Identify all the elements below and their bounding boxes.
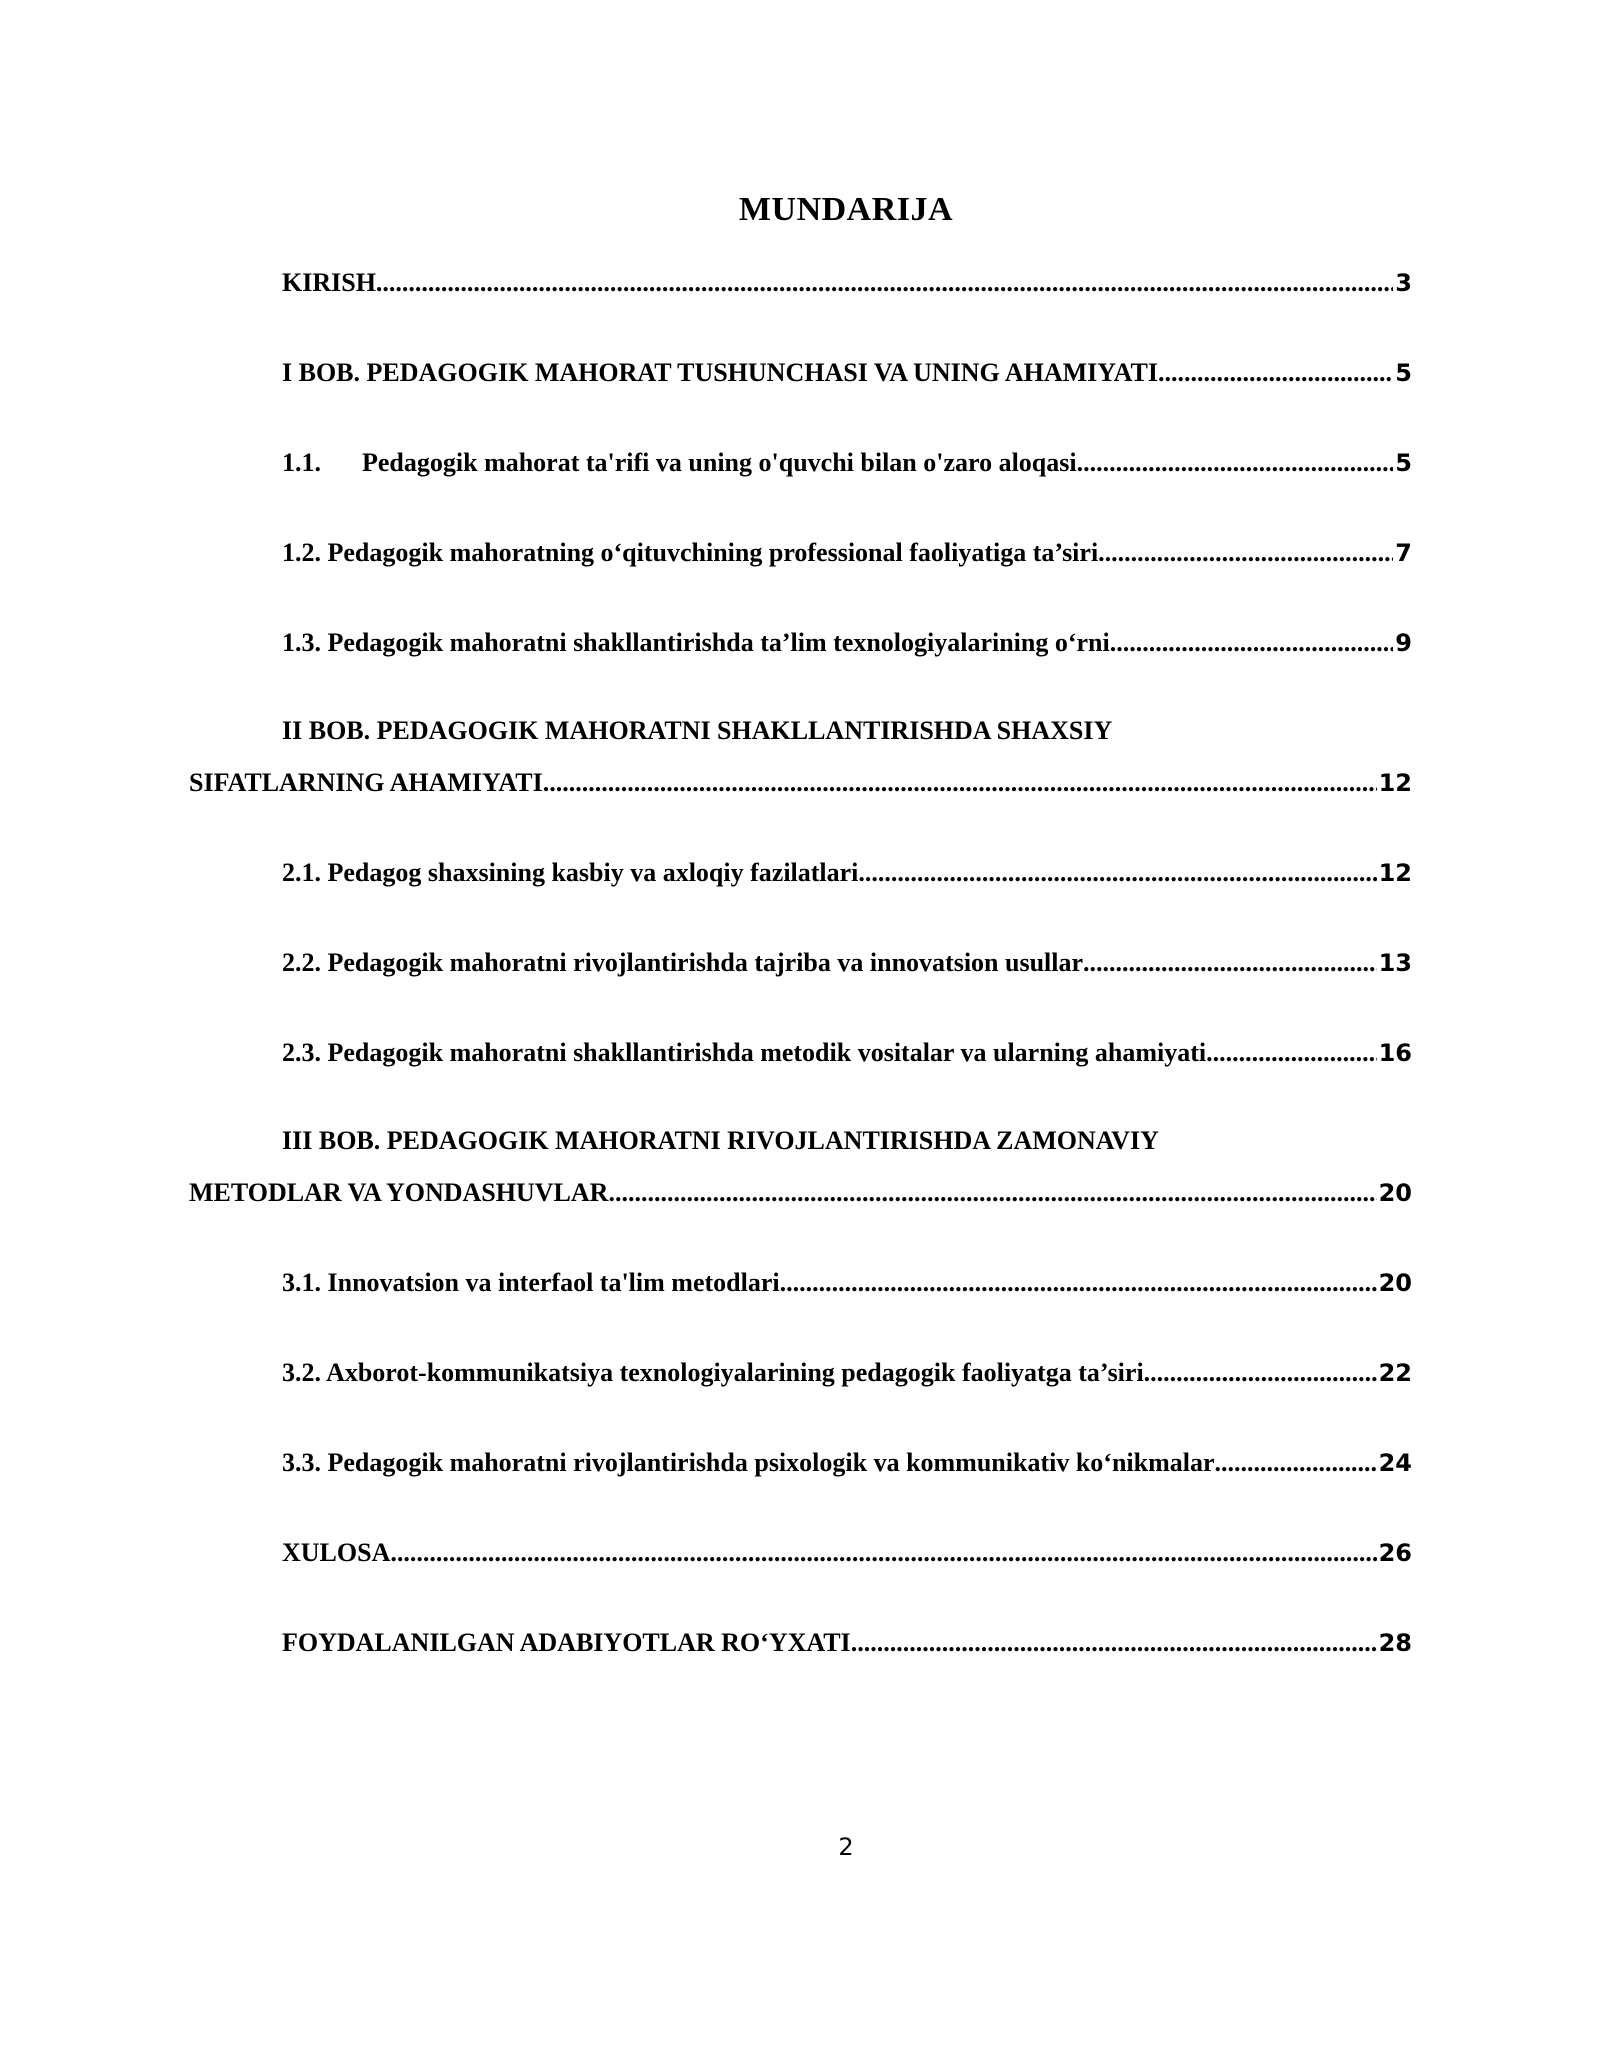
toc-entry-label: 1.2. Pedagogik mahoratning o‘qituvchining professional faoliyatiga ta’siri (282, 538, 1099, 567)
toc-chapter-title-line1: III BOB. PEDAGOGIK MAHORATNI RIVOJLANTIRISHDA ZAMONAVIY (282, 1126, 1159, 1155)
toc-entry-kirish[interactable] (282, 263, 1412, 303)
toc-entry-label: 1.3. Pedagogik mahoratni shakllantirishda ta’lim texnologiyalarining o‘rni (282, 628, 1110, 657)
toc-entry-label: 3.1. Innovatsion va interfaol ta'lim metodlari (282, 1268, 780, 1297)
dot-leader (1098, 533, 1393, 573)
toc-entry-references[interactable] (282, 1623, 1412, 1663)
toc-page-number: 22 (1378, 1359, 1412, 1387)
toc-entry-label: FOYDALANILGAN ADABIYOTLAR RO‘YXATI (282, 1628, 851, 1657)
toc-page-number: 7 (1395, 539, 1412, 567)
toc-entry-label: I BOB. PEDAGOGIK MAHORAT TUSHUNCHASI VA UNING AHAMIYATI (282, 358, 1158, 387)
dot-leader (858, 853, 1376, 893)
toc-chapter-title-line2 (189, 1173, 1412, 1213)
toc-entry-2-1[interactable] (282, 853, 1412, 893)
toc-entry-label: 2.2. Pedagogik mahoratni rivojlantirishda tajriba va innovatsion usullar (282, 948, 1084, 977)
toc-entry-label: METODLAR VA YONDASHUVLAR (189, 1178, 609, 1207)
toc-entry-label: 3.2. Axborot-kommunikatsiya texnologiyalarining pedagogik faoliyatga ta’siri (282, 1358, 1144, 1387)
dot-leader (608, 1173, 1376, 1213)
toc-entry-3-2[interactable] (282, 1353, 1412, 1393)
dot-leader (780, 1263, 1377, 1303)
toc-entry-label: Pedagogik mahorat ta'rifi va uning o'quvchi bilan o'zaro aloqasi (362, 448, 1077, 477)
dot-leader (376, 263, 1393, 303)
toc-section-number: 1.1. (282, 448, 321, 477)
toc-entry-2-2[interactable] (282, 943, 1412, 983)
toc-entry-1-3[interactable] (282, 623, 1412, 663)
toc-entry-3-3[interactable] (282, 1443, 1412, 1483)
toc-entry-chapter-3[interactable] (189, 1121, 1412, 1213)
toc-entry-chapter-1[interactable] (282, 353, 1412, 393)
toc-entry-label: XULOSA (282, 1538, 391, 1567)
dot-leader (1077, 443, 1394, 483)
dot-leader (1215, 1443, 1377, 1483)
dot-leader (1144, 1353, 1377, 1393)
toc-entry-1-1[interactable] (282, 443, 1412, 483)
toc-entry-2-3[interactable] (282, 1033, 1412, 1073)
toc-page-number: 5 (1395, 449, 1412, 477)
toc-entry-label: 2.1. Pedagog shaxsining kasbiy va axloqiy fazilatlari (282, 858, 859, 887)
toc-entry-label: 3.3. Pedagogik mahoratni rivojlantirishda psixologik va kommunikativ ko‘nikmalar (282, 1448, 1215, 1477)
toc-page-number: 3 (1395, 269, 1412, 297)
page-title: MUNDARIJA (738, 191, 954, 228)
toc-page-number: 28 (1378, 1629, 1412, 1657)
dot-leader (1206, 1033, 1377, 1073)
toc-entry-chapter-2[interactable] (189, 711, 1412, 803)
toc-chapter-title-line1: II BOB. PEDAGOGIK MAHORATNI SHAKLLANTIRISHDA SHAXSIY (282, 716, 1113, 745)
toc-entry-xulosa[interactable] (282, 1533, 1412, 1573)
toc-entry-1-2[interactable] (282, 533, 1412, 573)
toc-page-number: 13 (1378, 949, 1412, 977)
dot-leader (1158, 353, 1393, 393)
toc-entry-label: SIFATLARNING AHAMIYATI (189, 768, 543, 797)
dot-leader (543, 763, 1377, 803)
toc-page-number: 12 (1378, 859, 1412, 887)
toc-page-number: 20 (1378, 1269, 1412, 1297)
toc-page-number: 9 (1395, 629, 1412, 657)
dot-leader (851, 1623, 1377, 1663)
toc-page-number: 12 (1378, 769, 1412, 797)
dot-leader (390, 1533, 1376, 1573)
toc-page-number: 16 (1378, 1039, 1412, 1067)
toc-entry-label: KIRISH (282, 268, 376, 297)
dot-leader (1083, 943, 1377, 983)
dot-leader (1110, 623, 1394, 663)
toc-page-number: 5 (1395, 359, 1412, 387)
toc-entry-label: 2.3. Pedagogik mahoratni shakllantirishda metodik vositalar va ularning ahamiyati (282, 1038, 1207, 1067)
toc-chapter-title-line2 (189, 763, 1412, 803)
toc-page-number: 24 (1378, 1449, 1412, 1477)
toc-page-number: 20 (1378, 1179, 1412, 1207)
page-number-footer: 2 (838, 1833, 854, 1861)
toc-entry-3-1[interactable] (282, 1263, 1412, 1303)
toc-page-number: 26 (1378, 1539, 1412, 1567)
